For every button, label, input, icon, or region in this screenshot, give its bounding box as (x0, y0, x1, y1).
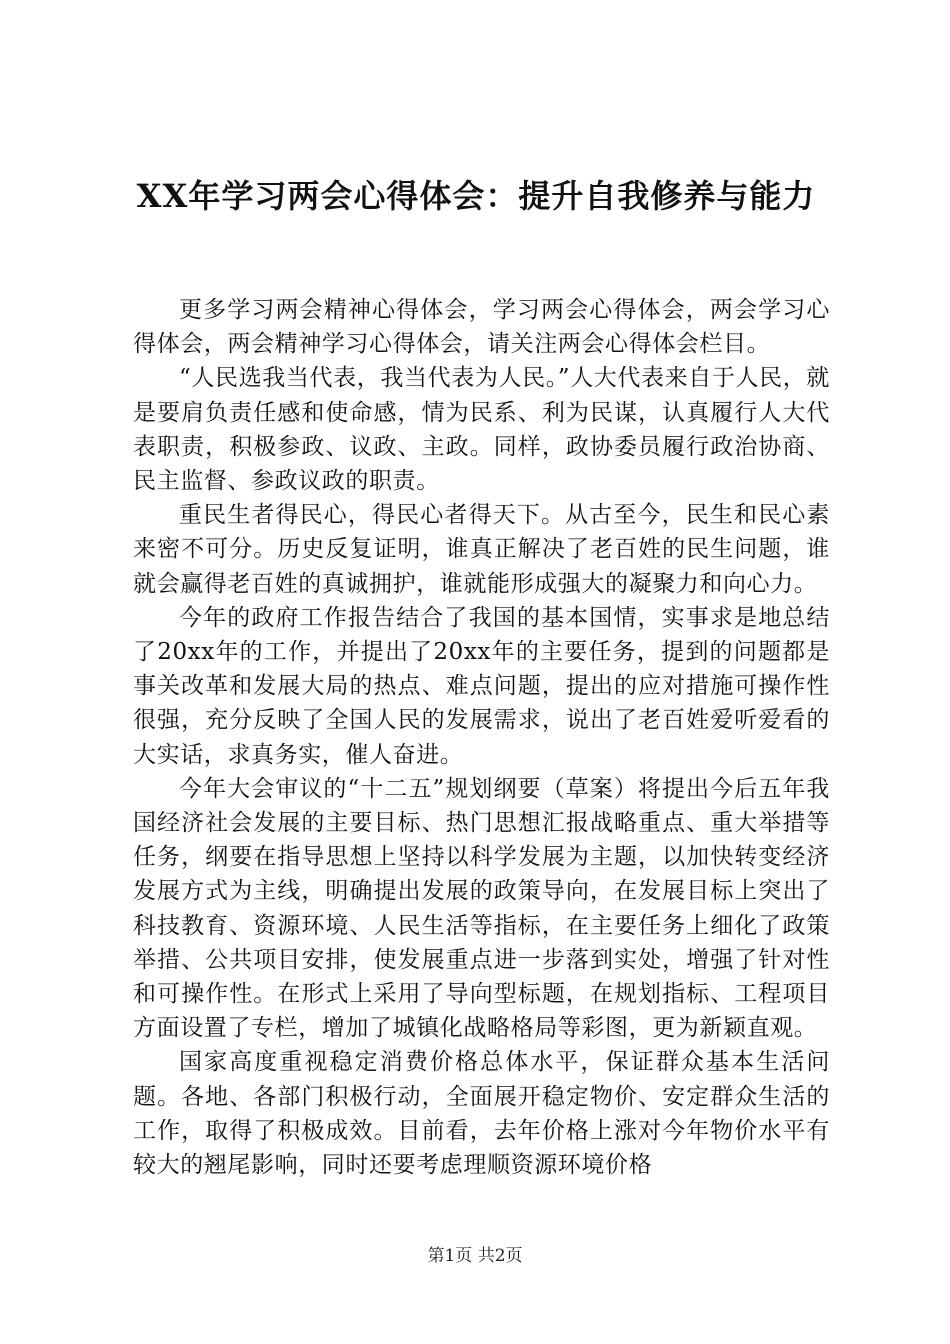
page-footer: 第1页 共2页 (427, 1246, 523, 1266)
paragraph: 今年大会审议的“十二五”规划纲要（草案）将提出今后五年我国经济社会发展的主要目标、热门思想汇报战略重点、重大举措等任务，纲要在指导思想上坚持以科学发展为主题，以加快转变经济发展方式为主线，明确提出发展的政策导向，在发展目标上突出了科技教育、资源环境、人民生活等指标，在主要任务上细化了政策举措、公共项目安排，使发展重点进一步落到实处，增强了针对性和可操作性。在形式上采用了导向型标题，在规划指标、工程项目方面设置了专栏，增加了城镇化战略格局等彩图，更为新颖直观。 (133, 775, 830, 1042)
document-title: XX年学习两会心得体会：提升自我修养与能力 (136, 177, 816, 215)
paragraph: 重民生者得民心，得民心者得天下。从古至今，民生和民心素来密不可分。历史反复证明，谁真正解决了老百姓的民生问题，谁就会赢得老百姓的真诚拥护，谁就能形成强大的凝聚力和向心力。 (133, 502, 830, 597)
paragraph: 国家高度重视稳定消费价格总体水平，保证群众基本生活问题。各地、各部门积极行动，全面展开稳定物价、安定群众生活的工作，取得了积极成效。目前看，去年价格上涨对今年物价水平有较大的翘尾影响，同时还要考虑理顺资源环境价格 (133, 1049, 830, 1179)
paragraph: 今年的政府工作报告结合了我国的基本国情，实事求是地总结了20xx年的工作，并提出了20xx年的主要任务，提到的问题都是事关改革和发展大局的热点、难点问题，提出的应对措施可操作性很强，充分反映了全国人民的发展需求，说出了老百姓爱听爱看的大实话，求真务实，催人奋进。 (133, 604, 830, 768)
paragraph: “人民选我当代表，我当代表为人民。”人大代表来自于人民，就是要肩负责任感和使命感，情为民系、利为民谋，认真履行人大代表职责，积极参政、议政、主政。同样，政协委员履行政治协商、民主监督、参政议政的职责。 (133, 365, 830, 495)
paragraph: 更多学习两会精神心得体会，学习两会心得体会，两会学习心得体会，两会精神学习心得体会，请关注两会心得体会栏目。 (133, 297, 830, 358)
document-body (133, 293, 830, 1182)
